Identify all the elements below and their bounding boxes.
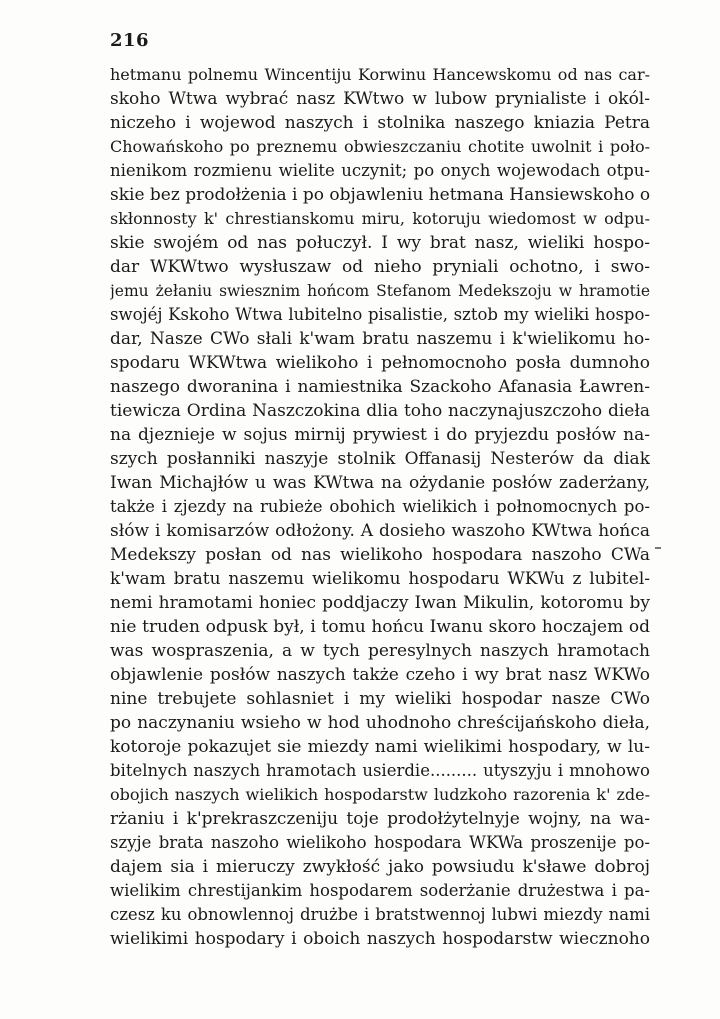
- text-line: jemu żełaniu swiesznim hońcom Stefanom Medekszoju w hramotie: [110, 282, 650, 300]
- text-line: hetmanu polnemu Wincentiju Korwinu Hancewskomu od nas car-: [110, 65, 650, 84]
- text-line: was wospraszenia, a w tych peresylnych naszych hramotach: [110, 641, 650, 661]
- text-line: nienikom rozmienu wielite uczynit; po onych wojewodach otpu-: [110, 161, 650, 180]
- text-line: objawlenie posłów naszych także czeho i wy brat nasz WKWo: [110, 665, 650, 685]
- text-line: tiewicza Ordina Naszczokina dlia toho naczynajuszczoho dieła: [110, 401, 650, 421]
- text-line: także i zjezdy na rubieże obohich wielikich i połnomocnych po-: [110, 497, 650, 516]
- text-line: Medekszy posłan od nas wielikoho hospodara naszoho CWa: [110, 545, 650, 565]
- text-line: wielikimi hospodary i oboich naszych hospodarstw wiecznoho: [110, 929, 650, 949]
- text-line: rżaniu i k'prekraszczeniju toje prodołżytelnyje wojny, na wa-: [110, 809, 650, 829]
- text-line: niczeho i wojewod naszych i stolnika naszego kniazia Petra: [110, 113, 650, 133]
- text-line: obojich naszych wielikich hospodarstw ludzkoho razorenia k' zde-: [110, 785, 650, 804]
- text-line: wielikim chrestijankim hospodarem soderżanie drużestwa i pa-: [110, 881, 650, 900]
- text-line: swojéj Kskoho Wtwa lubitelno pisalistie, sztob my wieliki hospo-: [110, 305, 650, 324]
- body-text: [110, 63, 650, 951]
- margin-mark: [655, 547, 661, 549]
- text-line: skoho Wtwa wybrać nasz KWtwo w lubow prynialiste i okól-: [110, 89, 650, 109]
- text-line: słów i komisarzów odłożony. A dosieho waszoho KWtwa hońca: [110, 521, 650, 541]
- text-line: naszego dworanina i namiestnika Szackoho Afanasia Ławren-: [110, 377, 650, 397]
- text-line: skie bez prodołżenia i po objawleniu hetmana Hansiewskoho o: [110, 185, 650, 205]
- text-line: spodaru WKWtwa wielikoho i pełnomocnoho posła dumnoho: [110, 353, 650, 373]
- text-line: szyje brata naszoho wielikoho hospodara WKWa proszenije po-: [110, 833, 650, 852]
- text-line: nie truden odpusk był, i tomu hońcu Iwanu skoro hoczajem od: [110, 617, 650, 637]
- text-line: k'wam bratu naszemu wielikomu hospodaru WKWu z lubitel-: [110, 569, 650, 589]
- text-line: szych posłanniki naszyje stolnik Offanasij Nesterów da diak: [110, 449, 650, 469]
- text-line: nine trebujete sohlasniet i my wieliki hospodar nasze CWo: [110, 689, 650, 709]
- text-line: dar WKWtwo wysłuszaw od nieho pryniali ochotno, i swo-: [110, 257, 650, 277]
- text-line: skłonnosty k' chrestianskomu miru, kotoruju wiedomost w odpu-: [110, 209, 650, 228]
- text-line: kotoroje pokazujet sie miezdy nami wielikimi hospodary, w lu-: [110, 737, 650, 757]
- text-line: dar, Nasze CWo słali k'wam bratu naszemu i k'wielikomu ho-: [110, 329, 650, 349]
- text-line: czesz ku obnowlennoj drużbe i bratstwennoj lubwi miezdy nami: [110, 905, 650, 924]
- text-line: na djeznieje w sojus mirnij prywiest i do pryjezdu posłów na-: [110, 425, 650, 445]
- text-line: bitelnych naszych hramotach usierdie......... utyszyju i mnohowo: [110, 761, 650, 780]
- text-line: dajem sia i mieruczy zwykłość jako powsiudu k'sławe dobroj: [110, 857, 650, 877]
- text-line: skie swojém od nas połuczył. I wy brat nasz, wieliki hospo-: [110, 233, 650, 253]
- page-number: 216: [110, 30, 150, 51]
- text-line: po naczynaniu wsieho w hod uhodnoho chreścijańskoho dieła,: [110, 713, 650, 733]
- text-line: nemi hramotami honiec poddjaczy Iwan Mikulin, kotoromu by: [110, 593, 650, 613]
- text-line: Iwan Michajłów u was KWtwa na ożydanie posłów zaderżany,: [110, 473, 650, 493]
- text-line: Chowańskoho po preznemu obwieszczaniu chotite uwolnit i poło-: [110, 137, 650, 156]
